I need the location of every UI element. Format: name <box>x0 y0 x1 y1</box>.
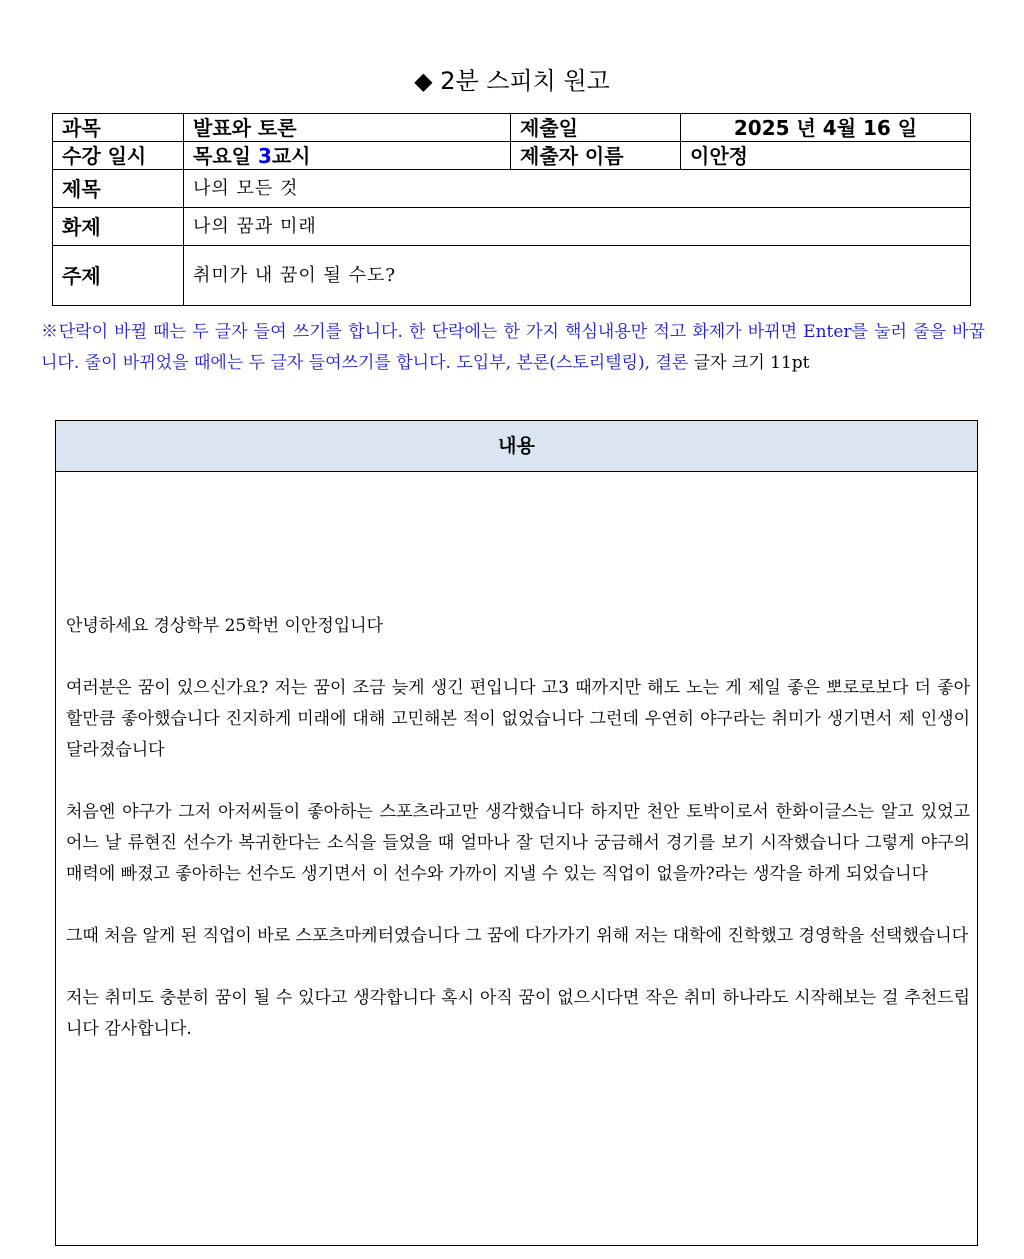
content-box <box>55 420 978 1246</box>
subject-value: 발표와 토론 <box>184 114 511 142</box>
due-date-value: 2025 년 4월 16 일 <box>681 114 971 142</box>
class-period: 3 <box>257 143 272 168</box>
submitter-value: 이안정 <box>681 142 971 170</box>
content-header: 내용 <box>56 421 977 472</box>
instruction-note-blue: ※단락이 바뀔 때는 두 글자 들여 쓰기를 합니다. 한 단락에는 한 가지 핵심내용만 적고 화제가 바뀌면 Enter를 눌러 줄을 바꿉니다. 줄이 바뀌었을 때에는 두 글자 들여쓰기를 합니다. 도입부, 본론(스토리텔링), 결론 <box>41 322 985 373</box>
speech-body <box>66 611 970 1076</box>
paragraph-baseball: 처음엔 야구가 그저 아저씨들이 좋아하는 스포츠라고만 생각했습니다 하지만 천안 토박이로서 한화이글스는 알고 있었고 어느 날 류현진 선수가 복귀한다는 소식을 들었을 때 얼마나 잘 던지나 궁금해서 경기를 보기 시작했습니다 그렇게 야구의 매력에 빠졌고 좋아하는 선수도 생기면서 이 선수와 가까이 지낼 수 있는 직업이 없을까?라는 생각을 하게 되었습니다 <box>66 802 970 884</box>
instruction-note-font-size: 글자 크기 11pt <box>688 353 810 373</box>
speech-title-label: 제목 <box>53 170 184 208</box>
info-table <box>52 113 971 306</box>
topic-label: 화제 <box>53 208 184 246</box>
subject-label: 과목 <box>53 114 184 142</box>
theme-value: 취미가 내 꿈이 될 수도? <box>184 246 971 306</box>
class-time-label: 수강 일시 <box>53 142 184 170</box>
class-unit: 교시 <box>271 143 311 168</box>
paragraph-greeting: 안녕하세요 경상학부 25학번 이안정입니다 <box>66 616 384 636</box>
page-title: ◆ 2분 스피치 원고 <box>414 67 610 95</box>
paragraph-conclusion: 저는 취미도 충분히 꿈이 될 수 있다고 생각합니다 혹시 아직 꿈이 없으시다면 작은 취미 하나라도 시작해보는 걸 추천드립니다 감사합니다. <box>66 988 970 1039</box>
paragraph-career: 그때 처음 알게 된 직업이 바로 스포츠마케터였습니다 그 꿈에 다가가기 위해 저는 대학에 진학했고 경영학을 선택했습니다 <box>66 926 969 946</box>
class-day: 목요일 <box>193 143 258 168</box>
class-time-value <box>184 142 511 170</box>
paragraph-intro: 여러분은 꿈이 있으신가요? 저는 꿈이 조금 늦게 생긴 편입니다 고3 때까지만 해도 노는 게 제일 좋은 뽀로로보다 더 좋아할만큼 좋아했습니다 진지하게 미래에 대해 고민해본 적이 없었습니다 그런데 우연히 야구라는 취미가 생기면서 제 인생이 달라졌습니다 <box>66 678 970 760</box>
submitter-label: 제출자 이름 <box>511 142 681 170</box>
instruction-note <box>41 317 985 379</box>
topic-value: 나의 꿈과 미래 <box>184 208 971 246</box>
speech-title-value: 나의 모든 것 <box>184 170 971 208</box>
due-date-label: 제출일 <box>511 114 681 142</box>
theme-label: 주제 <box>53 246 184 306</box>
